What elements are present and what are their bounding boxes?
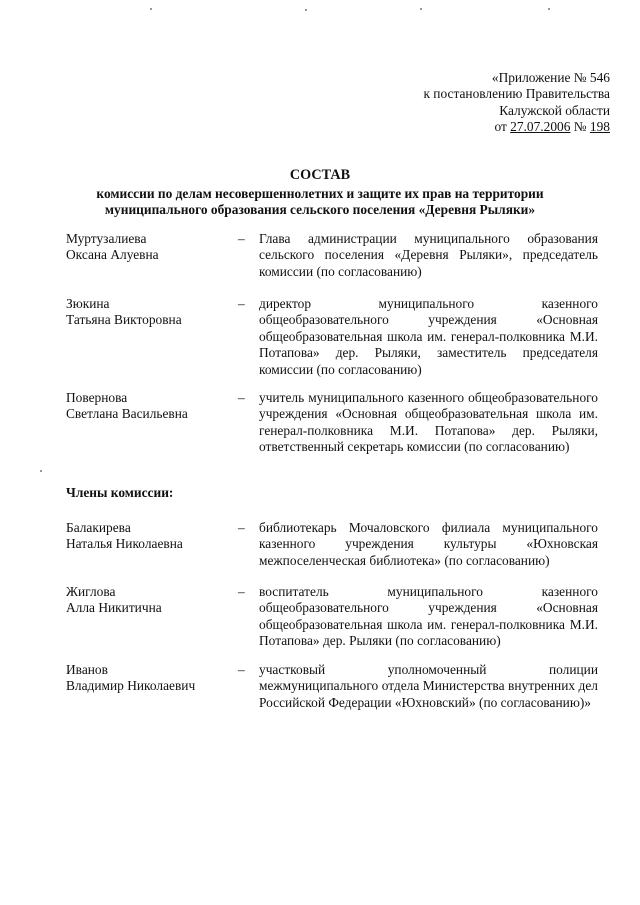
- member-role: библиотекарь Мочаловского филиала муниципального казенного учреждения культуры «Юхновская межпоселенческая библиотека» (по согласованию): [259, 520, 598, 568]
- dash: –: [238, 390, 245, 405]
- member-surname: Балакирева: [66, 520, 131, 535]
- dash: –: [238, 584, 245, 599]
- member-surname: Муртузалиева: [66, 231, 147, 246]
- member-given-names: Владимир Николаевич: [66, 678, 196, 694]
- scan-speck: [150, 8, 152, 10]
- title-sub-line-1: комиссии по делам несовершеннолетних и защите их прав на территории: [96, 186, 544, 201]
- dash: –: [238, 520, 245, 535]
- member-surname: Иванов: [66, 662, 108, 677]
- member-role: Глава администрации муниципального образования сельского поселения «Деревня Рыляки», председатель комиссии (по согласованию): [259, 231, 598, 279]
- scan-speck: [420, 8, 422, 10]
- resolution-line: к постановлению Правительства: [423, 86, 610, 102]
- member-role: учитель муниципального казенного общеобразовательного учреждения «Основная общеобразовательная школа им. генерал-полковника М.И. Потапова» дер. Рыляки, ответственный секретарь комиссии (по согласованию): [259, 390, 598, 455]
- appendix-header: [423, 70, 610, 136]
- region-line: Калужской области: [499, 102, 610, 118]
- scan-speck: [548, 8, 550, 10]
- number-label: №: [570, 119, 590, 135]
- members-heading: Члены комиссии:: [66, 485, 174, 500]
- date-prefix: от: [494, 119, 511, 135]
- title-main: СОСТАВ: [289, 167, 351, 183]
- dash: –: [238, 296, 245, 311]
- member-given-names: Светлана Васильевна: [66, 406, 188, 422]
- dash: –: [238, 662, 245, 677]
- member-name: [66, 662, 236, 695]
- member-given-names: Оксана Алуевна: [66, 247, 159, 263]
- member-name: [66, 520, 236, 553]
- appendix-line: «Приложение № 546: [491, 70, 610, 85]
- date-number-line: [423, 119, 610, 135]
- scan-speck: [40, 470, 42, 472]
- member-surname: Повернова: [66, 390, 128, 405]
- member-surname: Жиглова: [66, 584, 116, 599]
- scan-speck: [305, 9, 307, 11]
- document-title: [40, 166, 600, 219]
- member-given-names: Наталья Николаевна: [66, 536, 183, 552]
- member-name: [66, 584, 236, 617]
- resolution-number: 198: [589, 119, 610, 135]
- dash: –: [238, 231, 245, 246]
- member-name: [66, 390, 236, 423]
- title-sub-line-2: муниципального образования сельского поселения «Деревня Рыляки»: [104, 202, 536, 218]
- member-surname: Зюкина: [66, 296, 110, 311]
- member-role: воспитатель муниципального казенного общеобразовательного учреждения «Основная общеобразовательная школа им. генерал-полковника М.И. Потапова» дер. Рыляки (по согласованию): [259, 584, 598, 649]
- member-given-names: Алла Никитична: [66, 600, 162, 616]
- resolution-date: 27.07.2006: [510, 119, 571, 135]
- member-role: директор муниципального казенного общеобразовательного учреждения «Основная общеобразовательная школа им. генерал-полковника М.И. Потапова» дер. Рыляки, заместитель председателя комиссии (по согласованию): [259, 296, 598, 377]
- member-role: участковый уполномоченный полиции межмуниципального отдела Министерства внутренних дел Российской Федерации «Юхновский» (по согласованию)»: [259, 662, 598, 710]
- member-given-names: Татьяна Викторовна: [66, 312, 182, 328]
- member-name: [66, 231, 236, 264]
- member-name: [66, 296, 236, 329]
